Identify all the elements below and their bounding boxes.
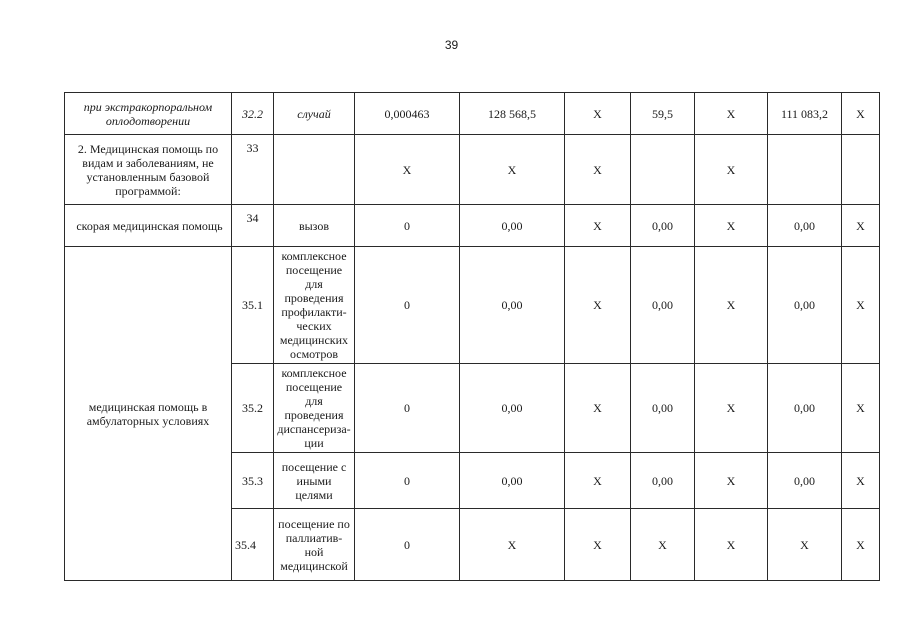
row-unit: посещение по паллиатив-ной медицинской — [274, 509, 355, 581]
cell: 0 — [355, 205, 460, 247]
row-number: 35.1 — [232, 247, 274, 364]
cell: 0,00 — [768, 364, 842, 453]
cell: X — [695, 247, 768, 364]
cell: 0 — [355, 453, 460, 509]
cell: X — [768, 509, 842, 581]
cell: X — [842, 93, 880, 135]
row-unit: комплексное посещение для проведения диспансериза-ции — [274, 364, 355, 453]
row-name: 2. Медицинская помощь по видам и заболеваниям, не установленным базовой программой: — [65, 135, 232, 205]
data-table — [64, 92, 880, 581]
cell — [631, 135, 695, 205]
cell: 0,00 — [768, 247, 842, 364]
cell: 0,00 — [631, 205, 695, 247]
cell: 0,00 — [460, 247, 565, 364]
row-unit: вызов — [274, 205, 355, 247]
cell: X — [565, 205, 631, 247]
cell: X — [842, 247, 880, 364]
cell: X — [355, 135, 460, 205]
cell: X — [695, 364, 768, 453]
row-unit: случай — [274, 93, 355, 135]
cell: 0,00 — [460, 453, 565, 509]
cell: 0,00 — [631, 364, 695, 453]
cell: 0,00 — [631, 247, 695, 364]
cell: 59,5 — [631, 93, 695, 135]
cell: X — [842, 453, 880, 509]
cell: 0,00 — [460, 205, 565, 247]
cell: 0,00 — [768, 205, 842, 247]
row-number: 34 — [232, 205, 274, 247]
cell: 0 — [355, 247, 460, 364]
cell — [842, 135, 880, 205]
cell: 0,000463 — [355, 93, 460, 135]
cell: 128 568,5 — [460, 93, 565, 135]
cell: X — [631, 509, 695, 581]
cell: X — [695, 135, 768, 205]
row-name: при экстракорпоральном оплодотворении — [65, 93, 232, 135]
row-name: скорая медицинская помощь — [65, 205, 232, 247]
cell: X — [842, 205, 880, 247]
cell: X — [842, 364, 880, 453]
cell: 0,00 — [768, 453, 842, 509]
cell: X — [565, 93, 631, 135]
row-unit — [274, 135, 355, 205]
table-row — [65, 135, 880, 205]
cell: X — [460, 135, 565, 205]
cell: X — [842, 509, 880, 581]
cell: 0,00 — [460, 364, 565, 453]
cell: X — [695, 205, 768, 247]
row-unit: комплексное посещение для проведения профилакти-ческих медицинских осмотров — [274, 247, 355, 364]
cell: X — [565, 247, 631, 364]
page-number: 39 — [444, 38, 459, 52]
cell: X — [565, 135, 631, 205]
row-number: 32.2 — [232, 93, 274, 135]
cell: X — [695, 93, 768, 135]
row-number: 35.3 — [232, 453, 274, 509]
cell: X — [565, 453, 631, 509]
row-name: медицинская помощь в амбулаторных условиях — [65, 247, 232, 581]
table-row — [65, 93, 880, 135]
row-number: 35.4 — [232, 509, 274, 581]
cell — [768, 135, 842, 205]
cell: X — [565, 509, 631, 581]
table-row — [65, 247, 880, 364]
cell: 0 — [355, 364, 460, 453]
cell: X — [695, 453, 768, 509]
cell: 0 — [355, 509, 460, 581]
cell: X — [565, 364, 631, 453]
cell: 111 083,2 — [768, 93, 842, 135]
row-unit: посещение с иными целями — [274, 453, 355, 509]
row-number: 35.2 — [232, 364, 274, 453]
cell: X — [695, 509, 768, 581]
cell: 0,00 — [631, 453, 695, 509]
table-row — [65, 205, 880, 247]
row-number: 33 — [232, 135, 274, 205]
cell: X — [460, 509, 565, 581]
